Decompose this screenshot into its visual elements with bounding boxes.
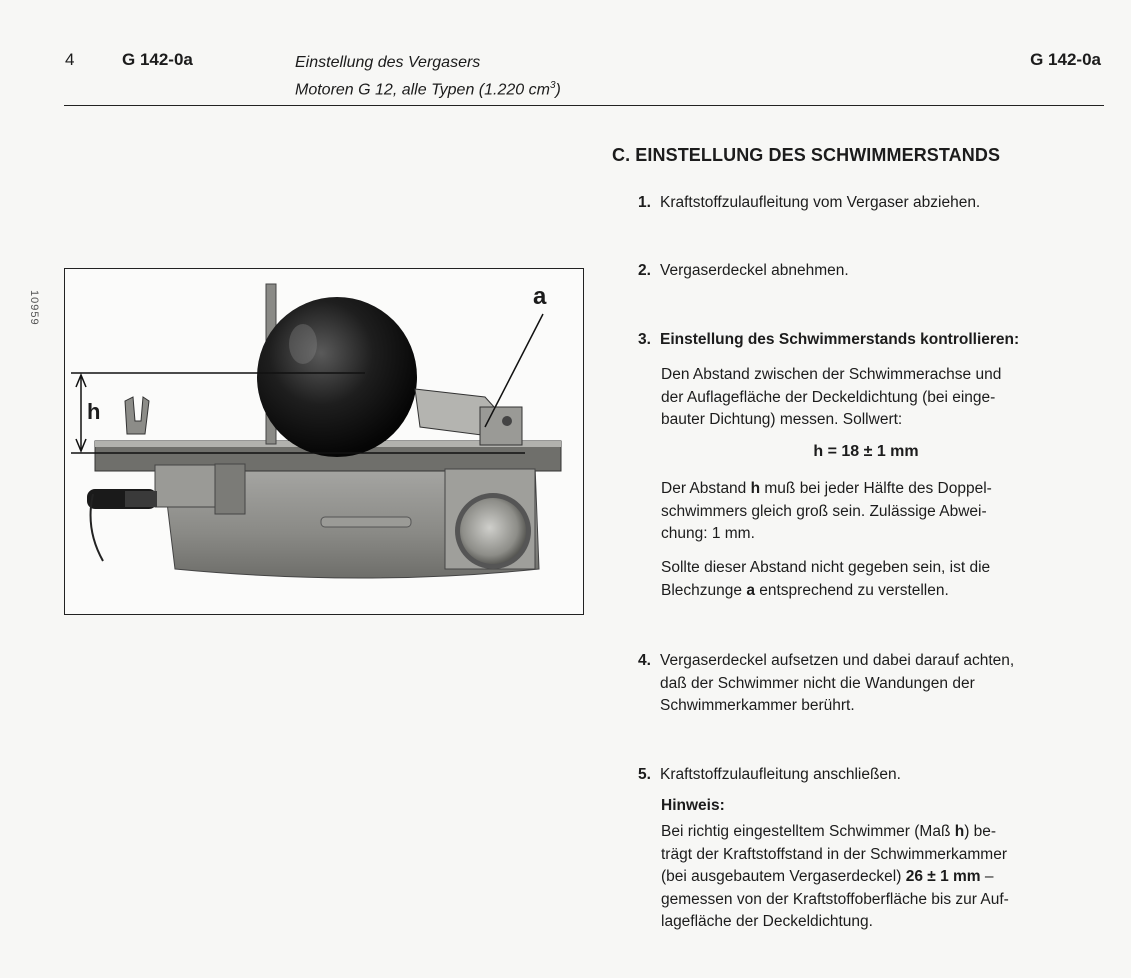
note-title: Hinweis:: [661, 797, 725, 814]
step-1: [638, 192, 1098, 215]
step-number: 3.: [638, 331, 651, 348]
header-rule: [64, 105, 1104, 106]
step-3-paragraph-3: Sollte dieser Abstand nicht gegeben sein, ist die Blechzunge a entsprechend zu verstellen.: [661, 559, 991, 599]
step-heading: Einstellung des Schwimmerstands kontrollieren:: [660, 331, 1020, 348]
step-3-paragraph-2: Der Abstand h muß bei jeder Hälfte des Doppel- schwimmers gleich groß sein. Zulässige Abwei- chung: 1 mm.: [661, 480, 992, 542]
header-title-line1: Einstellung des Vergasers: [295, 54, 481, 71]
section-title: C. EINSTELLUNG DES SCHWIMMERSTANDS: [612, 145, 1001, 165]
figure-side-number: 10959: [28, 290, 40, 326]
page-number: 4: [65, 50, 75, 69]
figure-label-h: h: [87, 399, 101, 424]
step-3-paragraph-1: Den Abstand zwischen der Schwimmerachse und der Auflagefläche der Deckeldichtung (bei einge- bauter Dichtung) messen. Sollwert:: [661, 366, 1002, 428]
header-title: [295, 51, 561, 101]
step-number: 4.: [638, 652, 651, 669]
step-5: [638, 764, 1098, 787]
carburetor-figure: [64, 268, 584, 615]
step-text: Kraftstoffzulaufleitung vom Vergaser abziehen.: [660, 194, 981, 211]
document-code-left: G 142-0a: [122, 50, 193, 69]
document-code-right: G 142-0a: [1030, 50, 1101, 69]
figure-label-a: a: [533, 283, 547, 310]
step-3: [638, 329, 1108, 352]
step-text: Vergaserdeckel aufsetzen und dabei darauf achten, daß der Schwimmer nicht die Wandungen der Schwimmerkammer berührt.: [660, 652, 1015, 714]
step-text: Kraftstoffzulaufleitung anschließen.: [660, 766, 901, 783]
carburetor-illustration: [65, 269, 583, 614]
step-number: 5.: [638, 766, 651, 783]
step-text: Vergaserdeckel abnehmen.: [660, 262, 849, 279]
step-number: 1.: [638, 194, 651, 211]
step-number: 2.: [638, 262, 651, 279]
note-body: Bei richtig eingestelltem Schwimmer (Maß h) be- trägt der Kraftstoffstand in der Schwimmerkammer (bei ausgebautem Vergaserdeckel) 26 ± 1 mm – gemessen von der Kraftstoffoberfläche bis zur Auf- lagefläche der Deckeldichtung.: [661, 823, 1009, 930]
step-3-formula: h = 18 ± 1 mm: [813, 443, 919, 460]
step-4: [638, 650, 1098, 718]
header-title-line2: Motoren G 12, alle Typen (1.220 $cm^3$): [295, 80, 561, 99]
step-2: [638, 260, 1098, 283]
